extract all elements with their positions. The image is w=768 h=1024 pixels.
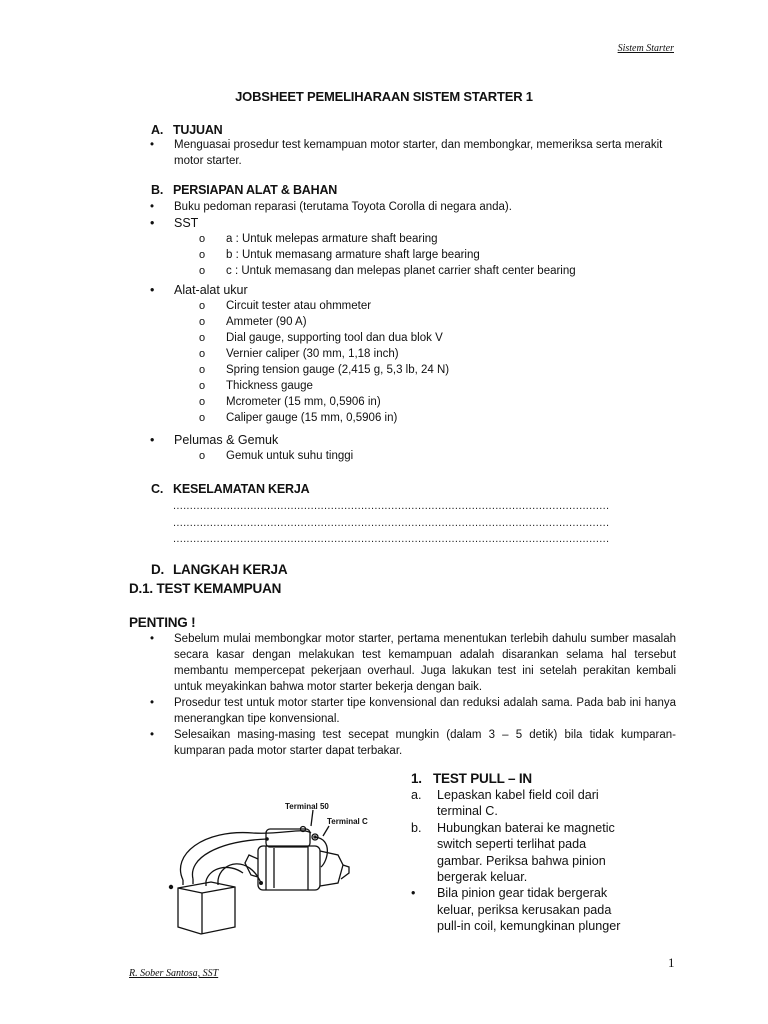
running-header: Sistem Starter <box>617 43 674 54</box>
pelumas-bullet <box>150 432 278 448</box>
circle-bullet-icon: o <box>199 380 206 392</box>
alat-item: o Caliper gauge (15 mm, 0,5906 in) <box>199 412 398 424</box>
circle-bullet-icon: o <box>199 233 206 245</box>
circle-bullet-icon: o <box>199 396 206 408</box>
section-b-title: PERSIAPAN ALAT & BAHAN <box>173 183 338 197</box>
dotted-line: .................................................................................................................................. <box>173 533 610 545</box>
pelumas-item: o Gemuk untuk suhu tinggi <box>199 450 354 462</box>
test-step <box>411 885 633 934</box>
section-d-label: D. <box>151 562 165 577</box>
circle-bullet-icon: o <box>199 316 206 328</box>
test-steps <box>411 787 633 935</box>
circle-bullet-icon: o <box>199 364 206 376</box>
bullet-icon: • <box>150 633 155 645</box>
penting-heading: PENTING ! <box>129 615 196 630</box>
penting-list <box>150 631 676 759</box>
page-number: 1 <box>668 955 675 970</box>
keselamatan-lines <box>173 498 643 548</box>
section-a-heading <box>151 123 223 137</box>
buku-text: Buku pedoman reparasi (terutama Toyota Corolla di negara anda). <box>174 201 512 213</box>
step-text: Bila pinion gear tidak bergerak keluar, periksa kerusakan pada pull-in coil, kemungkinan plunger <box>437 886 621 934</box>
bullet-icon: • <box>411 886 416 901</box>
penting-item: • Selesaikan masing-masing test secepat mungkin (dalam 3 – 5 detik) bila tidak kumparan-kumparan pada motor starter dapat terbakar. <box>150 729 676 757</box>
test-step <box>411 820 633 886</box>
bullet-icon: • <box>150 139 155 151</box>
circle-bullet-icon: o <box>199 265 206 277</box>
circle-bullet-icon: o <box>199 332 206 344</box>
dotted-line: .................................................................................................................................. <box>173 516 610 529</box>
bullet-icon: • <box>150 433 155 447</box>
section-a-label: A. <box>151 123 164 137</box>
tujuan-text: Menguasai prosedur test kemampuan motor starter, dan membongkar, memeriksa serta merakit motor starter. <box>174 139 663 167</box>
section-a-bullet <box>150 137 675 169</box>
bullet-icon: • <box>150 283 155 297</box>
section-b-bullet-1 <box>150 199 670 215</box>
circle-bullet-icon: o <box>199 300 206 312</box>
page-title: JOBSHEET PEMELIHARAAN SISTEM STARTER 1 <box>235 89 533 104</box>
section-a-title: TUJUAN <box>173 123 223 137</box>
dotted-line: .................................................................................................................................. <box>173 500 610 512</box>
section-d-heading <box>151 562 287 577</box>
starter-test-diagram <box>163 793 391 943</box>
alat-label: Alat-alat ukur <box>174 283 248 297</box>
sst-label: SST <box>174 216 199 230</box>
sst-list <box>199 231 576 279</box>
alat-item: o Circuit tester atau ohmmeter <box>199 300 372 312</box>
bullet-icon: • <box>150 201 155 213</box>
alat-item: o Dial gauge, supporting tool dan dua blok V <box>199 332 443 344</box>
step-marker: a. <box>411 788 422 802</box>
section-c-title: KESELAMATAN KERJA <box>173 482 310 496</box>
sst-item: o c : Untuk memasang dan melepas planet carrier shaft center bearing <box>199 265 576 277</box>
circle-bullet-icon: o <box>199 412 206 424</box>
section-b-heading <box>151 183 337 197</box>
step-marker: b. <box>411 820 422 835</box>
step-text: Lepaskan kabel field coil dari terminal C. <box>437 788 599 819</box>
subsection-heading: D.1. TEST KEMAMPUAN <box>129 581 282 596</box>
bullet-icon: • <box>150 729 155 741</box>
alat-item: o Spring tension gauge (2,415 g, 5,3 lb, 24 N) <box>199 364 450 376</box>
terminal-c-label: Terminal C <box>327 817 368 826</box>
pelumas-label: Pelumas & Gemuk <box>174 433 279 447</box>
alat-item: o Thickness gauge <box>199 380 313 392</box>
sst-item: o a : Untuk melepas armature shaft bearing <box>199 233 438 245</box>
test-number: 1. <box>411 771 422 786</box>
penting-item: • Prosedur test untuk motor starter tipe konvensional dan reduksi adalah sama. Pada bab ini hanya menerangkan tipe konvensional. <box>150 697 676 725</box>
starter-figure <box>163 793 391 943</box>
alat-item: o Mcrometer (15 mm, 0,5906 in) <box>199 396 381 408</box>
test-title: TEST PULL – IN <box>433 771 532 786</box>
test-heading <box>411 771 532 786</box>
alat-item: o Ammeter (90 A) <box>199 316 307 328</box>
section-b-label: B. <box>151 183 164 197</box>
terminal-50-label: Terminal 50 <box>285 802 329 811</box>
bullet-icon: • <box>150 697 155 709</box>
alat-list <box>199 298 449 426</box>
section-c-heading <box>151 482 309 496</box>
alat-bullet <box>150 282 248 298</box>
bullet-icon: • <box>150 216 155 230</box>
step-text: Hubungkan baterai ke magnetic switch seperti terlihat pada gambar. Periksa bahwa pinion bergerak keluar. <box>437 820 615 885</box>
footer-author: R. Sober Santosa, SST <box>129 968 219 979</box>
circle-bullet-icon: o <box>199 348 206 360</box>
section-c-label: C. <box>151 482 164 496</box>
sst-bullet <box>150 215 198 231</box>
test-step <box>411 787 633 820</box>
section-d-title: LANGKAH KERJA <box>173 562 288 577</box>
sst-item: o b : Untuk memasang armature shaft large bearing <box>199 249 480 261</box>
pelumas-list <box>199 448 353 464</box>
alat-item: o Vernier caliper (30 mm, 1,18 inch) <box>199 348 399 360</box>
circle-bullet-icon: o <box>199 450 206 462</box>
penting-item: • Sebelum mulai membongkar motor starter, pertama menentukan terlebih dahulu sumber masalah secara kasar dengan melakukan test kemampuan adalah disarankan selama hal tersebut membantu mempercepat pekerjaan overhaul. Juga lakukan test ini setelah perakitan kembali untuk meyakinkan bahwa motor starter bekerja dengan baik. <box>150 633 676 693</box>
circle-bullet-icon: o <box>199 249 206 261</box>
